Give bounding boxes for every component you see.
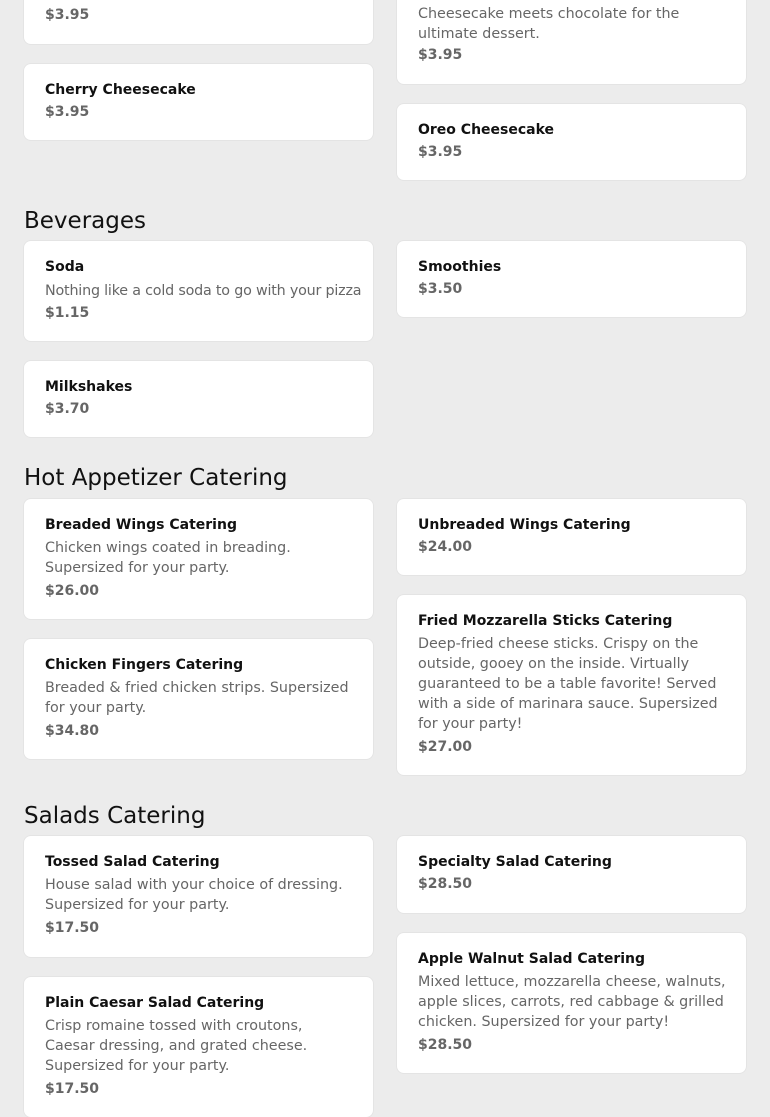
- item-name: Fried Mozzarella Sticks Catering: [418, 613, 673, 629]
- menu-item-card[interactable]: [24, 977, 373, 1117]
- item-description: Breaded & fried chicken strips. Supersized for your party.: [45, 680, 349, 716]
- item-name: Breaded Wings Catering: [45, 517, 237, 533]
- menu-item-card[interactable]: [24, 0, 373, 44]
- menu-item-card[interactable]: [397, 836, 746, 913]
- item-price: $3.95: [45, 104, 90, 120]
- menu-item-card[interactable]: [24, 639, 373, 759]
- item-name: Unbreaded Wings Catering: [418, 517, 631, 533]
- item-price: $27.00: [418, 739, 473, 755]
- item-name: Chicken Fingers Catering: [45, 657, 244, 673]
- menu-item-card[interactable]: [24, 241, 373, 341]
- section-title-hot-appetizers: Hot Appetizer Catering: [24, 465, 288, 491]
- menu-item-card[interactable]: [397, 933, 746, 1073]
- item-price: $3.95: [418, 144, 463, 160]
- item-price: $17.50: [45, 1081, 100, 1097]
- item-description: Cheesecake meets chocolate for the ultimate dessert.: [418, 6, 680, 42]
- item-name: Plain Caesar Salad Catering: [45, 995, 265, 1011]
- item-price: $3.50: [418, 281, 463, 297]
- item-name: Smoothies: [418, 259, 502, 275]
- menu-item-card[interactable]: [397, 104, 746, 180]
- item-price: $28.50: [418, 876, 473, 892]
- item-description: Deep-fried cheese sticks. Crispy on the outside, gooey on the inside. Virtually guaranteed to be a table favorite! Served with a side of marinara sauce. Supersized for your party!: [418, 636, 718, 732]
- item-price: $34.80: [45, 723, 100, 739]
- item-name: Apple Walnut Salad Catering: [418, 951, 646, 967]
- menu-item-card[interactable]: [24, 836, 373, 957]
- menu-item-card[interactable]: [397, 241, 746, 317]
- item-name: Specialty Salad Catering: [418, 854, 612, 870]
- item-description: Crisp romaine tossed with croutons, Caesar dressing, and grated cheese. Supersized for your party.: [45, 1018, 308, 1074]
- item-price: $3.70: [45, 401, 90, 417]
- item-name: Cherry Cheesecake: [45, 82, 196, 98]
- menu-item-card[interactable]: [397, 0, 746, 84]
- item-description: Chicken wings coated in breading. Supersized for your party.: [45, 540, 291, 576]
- item-price: $26.00: [45, 583, 100, 599]
- item-price: $3.95: [418, 47, 463, 63]
- section-title-salads: Salads Catering: [24, 803, 206, 829]
- section-title-beverages: Beverages: [24, 208, 146, 234]
- item-price: $17.50: [45, 920, 100, 936]
- item-description: House salad with your choice of dressing. Supersized for your party.: [45, 877, 343, 913]
- item-name: Milkshakes: [45, 379, 133, 395]
- item-description: Nothing like a cold soda to go with your pizza: [45, 283, 362, 299]
- menu-item-card[interactable]: [24, 64, 373, 140]
- item-name: Soda: [45, 259, 85, 275]
- item-price: $24.00: [418, 539, 473, 555]
- item-price: $28.50: [418, 1037, 473, 1053]
- menu-item-card[interactable]: [397, 499, 746, 575]
- item-price: $1.15: [45, 305, 90, 321]
- menu-item-card[interactable]: [24, 499, 373, 619]
- item-price: $3.95: [45, 7, 90, 23]
- item-description: Mixed lettuce, mozzarella cheese, walnuts, apple slices, carrots, red cabbage & grilled chicken. Supersized for your party!: [418, 974, 726, 1030]
- item-name: Tossed Salad Catering: [45, 854, 220, 870]
- menu-item-card[interactable]: [24, 361, 373, 437]
- menu-item-card[interactable]: [397, 595, 746, 775]
- item-name: Oreo Cheesecake: [418, 122, 555, 138]
